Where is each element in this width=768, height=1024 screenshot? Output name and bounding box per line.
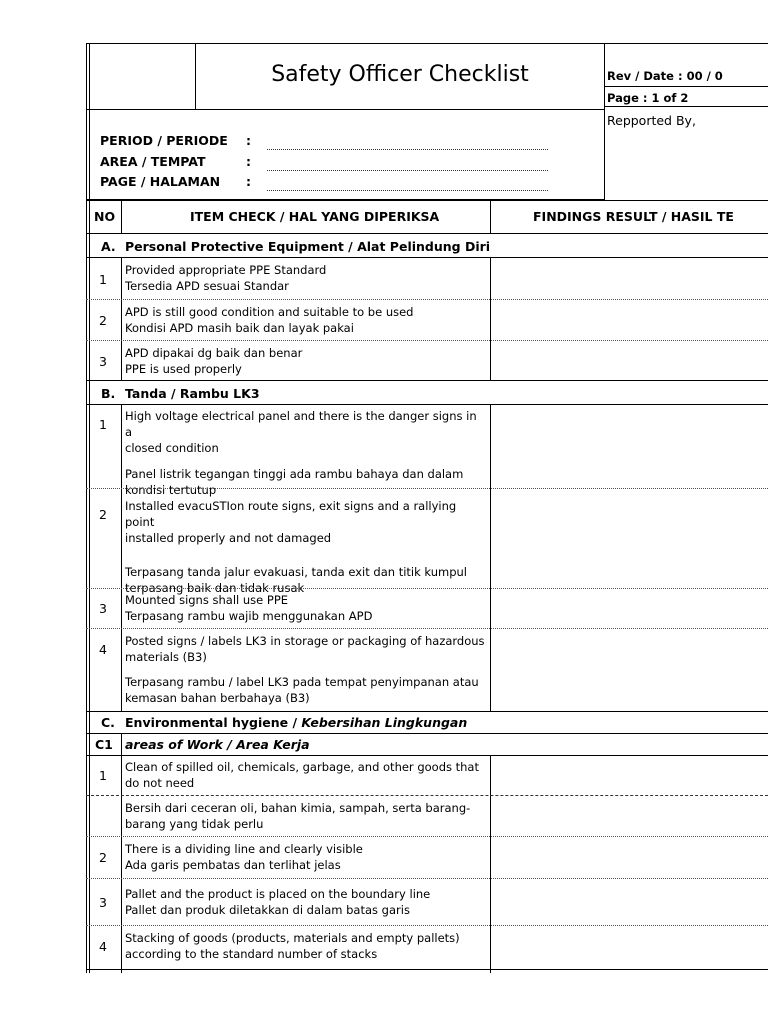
table-row bbox=[125, 930, 485, 962]
c1-4-number: 4 bbox=[99, 939, 107, 954]
b2-id-2: terpasang baik dan tidak rusak bbox=[125, 581, 305, 595]
col-no-header: NO bbox=[94, 209, 116, 224]
b1-en-1: High voltage electrical panel and there is the danger signs in a bbox=[125, 409, 477, 439]
b3-id: Terpasang rambu wajib menggunakan APD bbox=[125, 609, 373, 623]
table-row bbox=[125, 592, 485, 624]
period-colon: : bbox=[246, 133, 251, 148]
rev-date: Rev / Date : 00 / 0 bbox=[607, 69, 723, 83]
period-label: PERIOD / PERIODE bbox=[100, 133, 228, 148]
b4-en-1: Posted signs / labels LK3 in storage or packaging of hazardous bbox=[125, 634, 485, 648]
section-c-title-en: Environmental hygiene / bbox=[125, 715, 302, 730]
b2-en-2: installed properly and not damaged bbox=[125, 531, 332, 545]
section-a-letter: A. bbox=[101, 239, 116, 254]
b4-number: 4 bbox=[99, 642, 107, 657]
checklist-sheet bbox=[86, 43, 768, 973]
row-col-divider bbox=[121, 257, 122, 380]
a3-en: PPE is used properly bbox=[125, 362, 242, 376]
b1-en-2: closed condition bbox=[125, 441, 219, 455]
b1-id-1: Panel listrik tegangan tinggi ada rambu bahaya dan dalam bbox=[125, 467, 464, 481]
row-divider bbox=[86, 588, 768, 589]
item-col-divider bbox=[490, 200, 491, 233]
section-b-bottom bbox=[86, 404, 768, 405]
c1-2-en: There is a dividing line and clearly visible bbox=[125, 842, 363, 856]
a1-id: Tersedia APD sesuai Standar bbox=[125, 279, 289, 293]
a1-number: 1 bbox=[99, 272, 107, 287]
table-row bbox=[125, 304, 485, 336]
b4-id-2: kemasan bahan berbahaya (B3) bbox=[125, 691, 310, 705]
table-top-line bbox=[86, 200, 768, 201]
a3-number: 3 bbox=[99, 354, 107, 369]
page-bottom bbox=[604, 106, 768, 107]
a1-en: Provided appropriate PPE Standard bbox=[125, 263, 327, 277]
area-colon: : bbox=[246, 154, 251, 169]
section-b-title: Tanda / Rambu LK3 bbox=[125, 386, 260, 401]
page-title: Safety Officer Checklist bbox=[271, 62, 529, 87]
row-divider bbox=[86, 795, 768, 796]
row-col-divider bbox=[121, 733, 122, 973]
col-item-header: ITEM CHECK / HAL YANG DIPERIKSA bbox=[190, 209, 440, 224]
b3-en: Mounted signs shall use PPE bbox=[125, 593, 289, 607]
a2-id: Kondisi APD masih baik dan layak pakai bbox=[125, 321, 354, 335]
page-field-colon: : bbox=[246, 174, 251, 189]
section-b-end bbox=[86, 711, 768, 712]
b2-id-1: Terpasang tanda jalur evakuasi, tanda exit dan titik kumpul bbox=[125, 565, 468, 579]
row-divider bbox=[86, 925, 768, 926]
section-c-title bbox=[125, 715, 467, 730]
c1-3-number: 3 bbox=[99, 895, 107, 910]
section-a-bottom bbox=[86, 257, 768, 258]
table-row bbox=[125, 498, 485, 596]
c1-3-en: Pallet and the product is placed on the boundary line bbox=[125, 887, 431, 901]
c1-4-en-2: according to the standard number of stacks bbox=[125, 947, 378, 961]
table-row bbox=[125, 886, 485, 918]
b2-number: 2 bbox=[99, 507, 107, 522]
c1-bottom bbox=[86, 755, 768, 756]
c1-1-number: 1 bbox=[99, 768, 107, 783]
b3-number: 3 bbox=[99, 601, 107, 616]
a2-number: 2 bbox=[99, 313, 107, 328]
section-c-title-id: Kebersihan Lingkungan bbox=[301, 715, 468, 730]
table-row bbox=[125, 262, 485, 294]
row-divider bbox=[86, 299, 768, 300]
header-right-divider bbox=[604, 43, 605, 200]
page-field-label: PAGE / HALAMAN bbox=[100, 174, 221, 189]
page-field[interactable] bbox=[267, 190, 548, 191]
c1-1-en-1: Clean of spilled oil, chemicals, garbage, and other goods that bbox=[125, 760, 479, 774]
row-divider bbox=[86, 628, 768, 629]
colhdr-bottom bbox=[86, 233, 768, 234]
c1-2-number: 2 bbox=[99, 850, 107, 865]
c1-4-en-1: Stacking of goods (products, materials and empty pallets) bbox=[125, 931, 460, 945]
table-row bbox=[125, 408, 485, 498]
c1-1-id-2: barang yang tidak perlu bbox=[125, 817, 264, 831]
no-col-divider bbox=[121, 200, 122, 233]
a3-id: APD dipakai dg baik dan benar bbox=[125, 346, 303, 360]
rev-bottom bbox=[604, 86, 768, 87]
c1-title: areas of Work / Area Kerja bbox=[125, 737, 310, 752]
table-row bbox=[125, 345, 485, 377]
b1-id-2: kondisi tertutup bbox=[125, 483, 217, 497]
b4-en-2: materials (B3) bbox=[125, 650, 207, 664]
table-row bbox=[125, 633, 485, 706]
area-field[interactable] bbox=[267, 170, 548, 171]
b1-number: 1 bbox=[99, 417, 107, 432]
b4-id-1: Terpasang rambu / label LK3 pada tempat penyimpanan atau bbox=[125, 675, 479, 689]
row-divider bbox=[86, 488, 768, 489]
col-findings-header: FINDINGS RESULT / HASIL TE bbox=[533, 209, 734, 224]
row-col-divider bbox=[121, 404, 122, 711]
c1-1-id-1: Bersih dari ceceran oli, bahan kimia, sampah, serta barang- bbox=[125, 801, 471, 815]
row-divider bbox=[86, 878, 768, 879]
section-a-title: Personal Protective Equipment / Alat Pelindung Diri bbox=[125, 239, 491, 254]
c1-code: C1 bbox=[95, 737, 113, 752]
header-title-bottom bbox=[86, 109, 604, 110]
period-field[interactable] bbox=[267, 149, 548, 150]
c1-1-en-2: do not need bbox=[125, 776, 195, 790]
reported-by: Repported By, bbox=[607, 113, 696, 128]
a2-en: APD is still good condition and suitable to be used bbox=[125, 305, 414, 319]
section-c-letter: C. bbox=[101, 715, 115, 730]
row-col-divider bbox=[490, 755, 491, 973]
row-col-divider bbox=[490, 404, 491, 711]
table-row bbox=[125, 841, 485, 873]
section-b-letter: B. bbox=[101, 386, 116, 401]
page-number: Page : 1 of 2 bbox=[607, 91, 689, 105]
table-bottom-line bbox=[86, 969, 768, 970]
row-divider bbox=[86, 836, 768, 837]
row-divider bbox=[86, 340, 768, 341]
row-col-divider bbox=[490, 257, 491, 380]
c1-3-id: Pallet dan produk diletakkan di dalam batas garis bbox=[125, 903, 410, 917]
area-label: AREA / TEMPAT bbox=[100, 154, 206, 169]
table-row bbox=[125, 759, 485, 791]
section-a-end bbox=[86, 380, 768, 381]
b2-en-1: Installed evacuSTIon route signs, exit signs and a rallying point bbox=[125, 499, 457, 529]
table-row bbox=[125, 800, 485, 832]
section-c-bottom bbox=[86, 733, 768, 734]
c1-2-id: Ada garis pembatas dan terlihat jelas bbox=[125, 858, 341, 872]
header-top-line bbox=[86, 43, 768, 44]
